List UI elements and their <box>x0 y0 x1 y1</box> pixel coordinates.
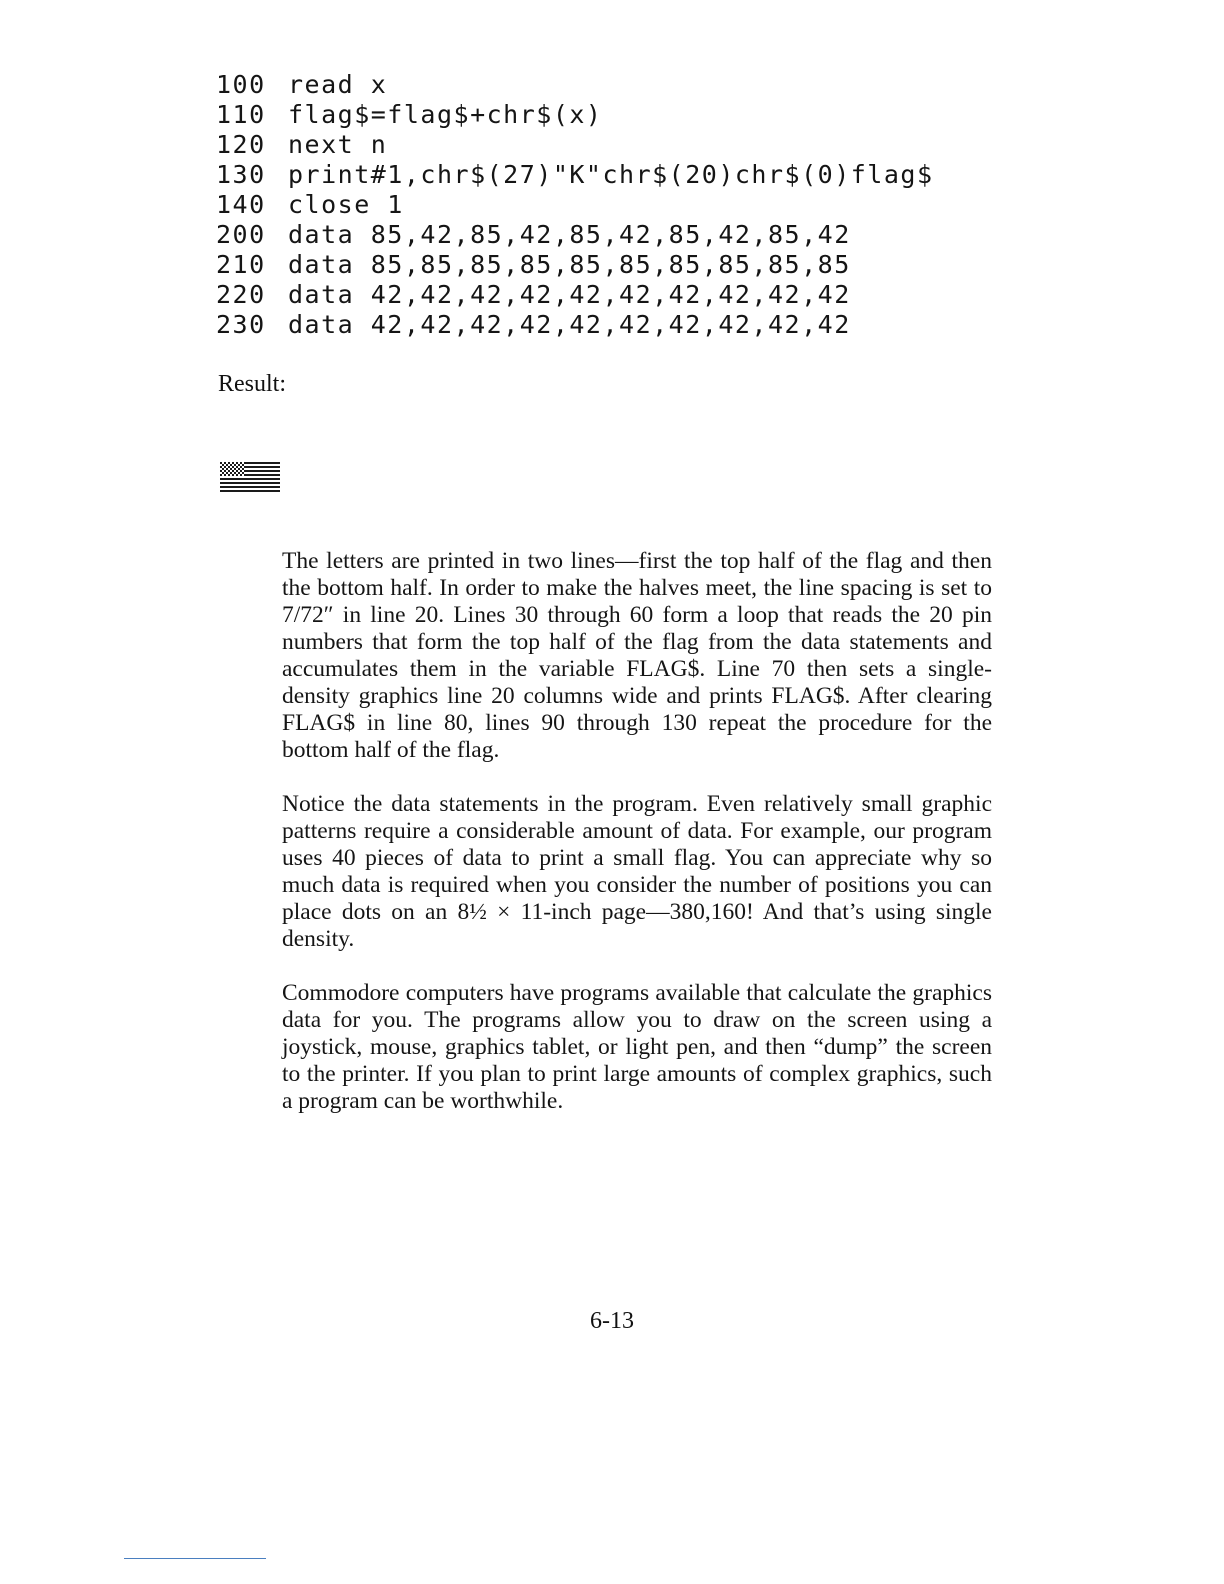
code-line <box>216 100 1016 130</box>
line-number: 120 <box>216 130 266 159</box>
code-line <box>216 70 1016 100</box>
line-number: 130 <box>216 160 266 189</box>
code-text: flag$=flag$+chr$(x) <box>288 100 603 129</box>
code-line <box>216 250 1016 280</box>
us-flag-graphic <box>220 462 280 492</box>
line-number: 140 <box>216 190 266 219</box>
code-text: data 42,42,42,42,42,42,42,42,42,42 <box>288 280 851 309</box>
code-text: data 85,42,85,42,85,42,85,42,85,42 <box>288 220 851 249</box>
line-number: 210 <box>216 250 266 279</box>
code-text: data 85,85,85,85,85,85,85,85,85,85 <box>288 250 851 279</box>
paragraph: The letters are printed in two lines—first the top half of the flag and then the bottom half. In order to make the halves meet, the line spacing is set to 7/72″ in line 20. Lines 30 through 60 form a loop that reads the 20 pin numbers that form the top half of the flag from the data statements and accumulates them in the variable FLAG$. Line 70 then sets a single-density graphics line 20 columns wide and prints FLAG$. After clearing FLAG$ in line 80, lines 90 through 130 repeat the procedure for the bottom half of the flag. <box>282 548 992 763</box>
footer-rule <box>124 1558 266 1559</box>
line-number: 110 <box>216 100 266 129</box>
code-line <box>216 310 1016 340</box>
code-text: next n <box>288 130 388 159</box>
paragraph: Commodore computers have programs available that calculate the graphics data for you. The programs allow you to draw on the screen using a joystick, mouse, graphics tablet, or light pen, and then “dump” the screen to the printer. If you plan to print large amounts of complex graphics, such a program can be worthwhile. <box>282 980 992 1114</box>
code-listing <box>216 70 1016 340</box>
code-line <box>216 130 1016 160</box>
line-number: 100 <box>216 70 266 99</box>
body-text <box>282 548 992 1142</box>
code-line <box>216 160 1016 190</box>
line-number: 230 <box>216 310 266 339</box>
code-text: print#1,chr$(27)"K"chr$(20)chr$(0)flag$ <box>288 160 934 189</box>
code-text: read x <box>288 70 388 99</box>
code-line <box>216 280 1016 310</box>
line-number: 220 <box>216 280 266 309</box>
code-text: close 1 <box>288 190 404 219</box>
code-text: data 42,42,42,42,42,42,42,42,42,42 <box>288 310 851 339</box>
result-label: Result: <box>218 371 287 397</box>
flag-canton <box>220 462 244 476</box>
code-line <box>216 190 1016 220</box>
page-number: 6-13 <box>590 1308 634 1334</box>
code-line <box>216 220 1016 250</box>
paragraph: Notice the data statements in the program. Even relatively small graphic patterns require a considerable amount of data. For example, our program uses 40 pieces of data to print a small flag. You can appreciate why so much data is required when you consider the number of positions you can place dots on an 8½ × 11-inch page—380,160! And that’s using single density. <box>282 791 992 952</box>
line-number: 200 <box>216 220 266 249</box>
